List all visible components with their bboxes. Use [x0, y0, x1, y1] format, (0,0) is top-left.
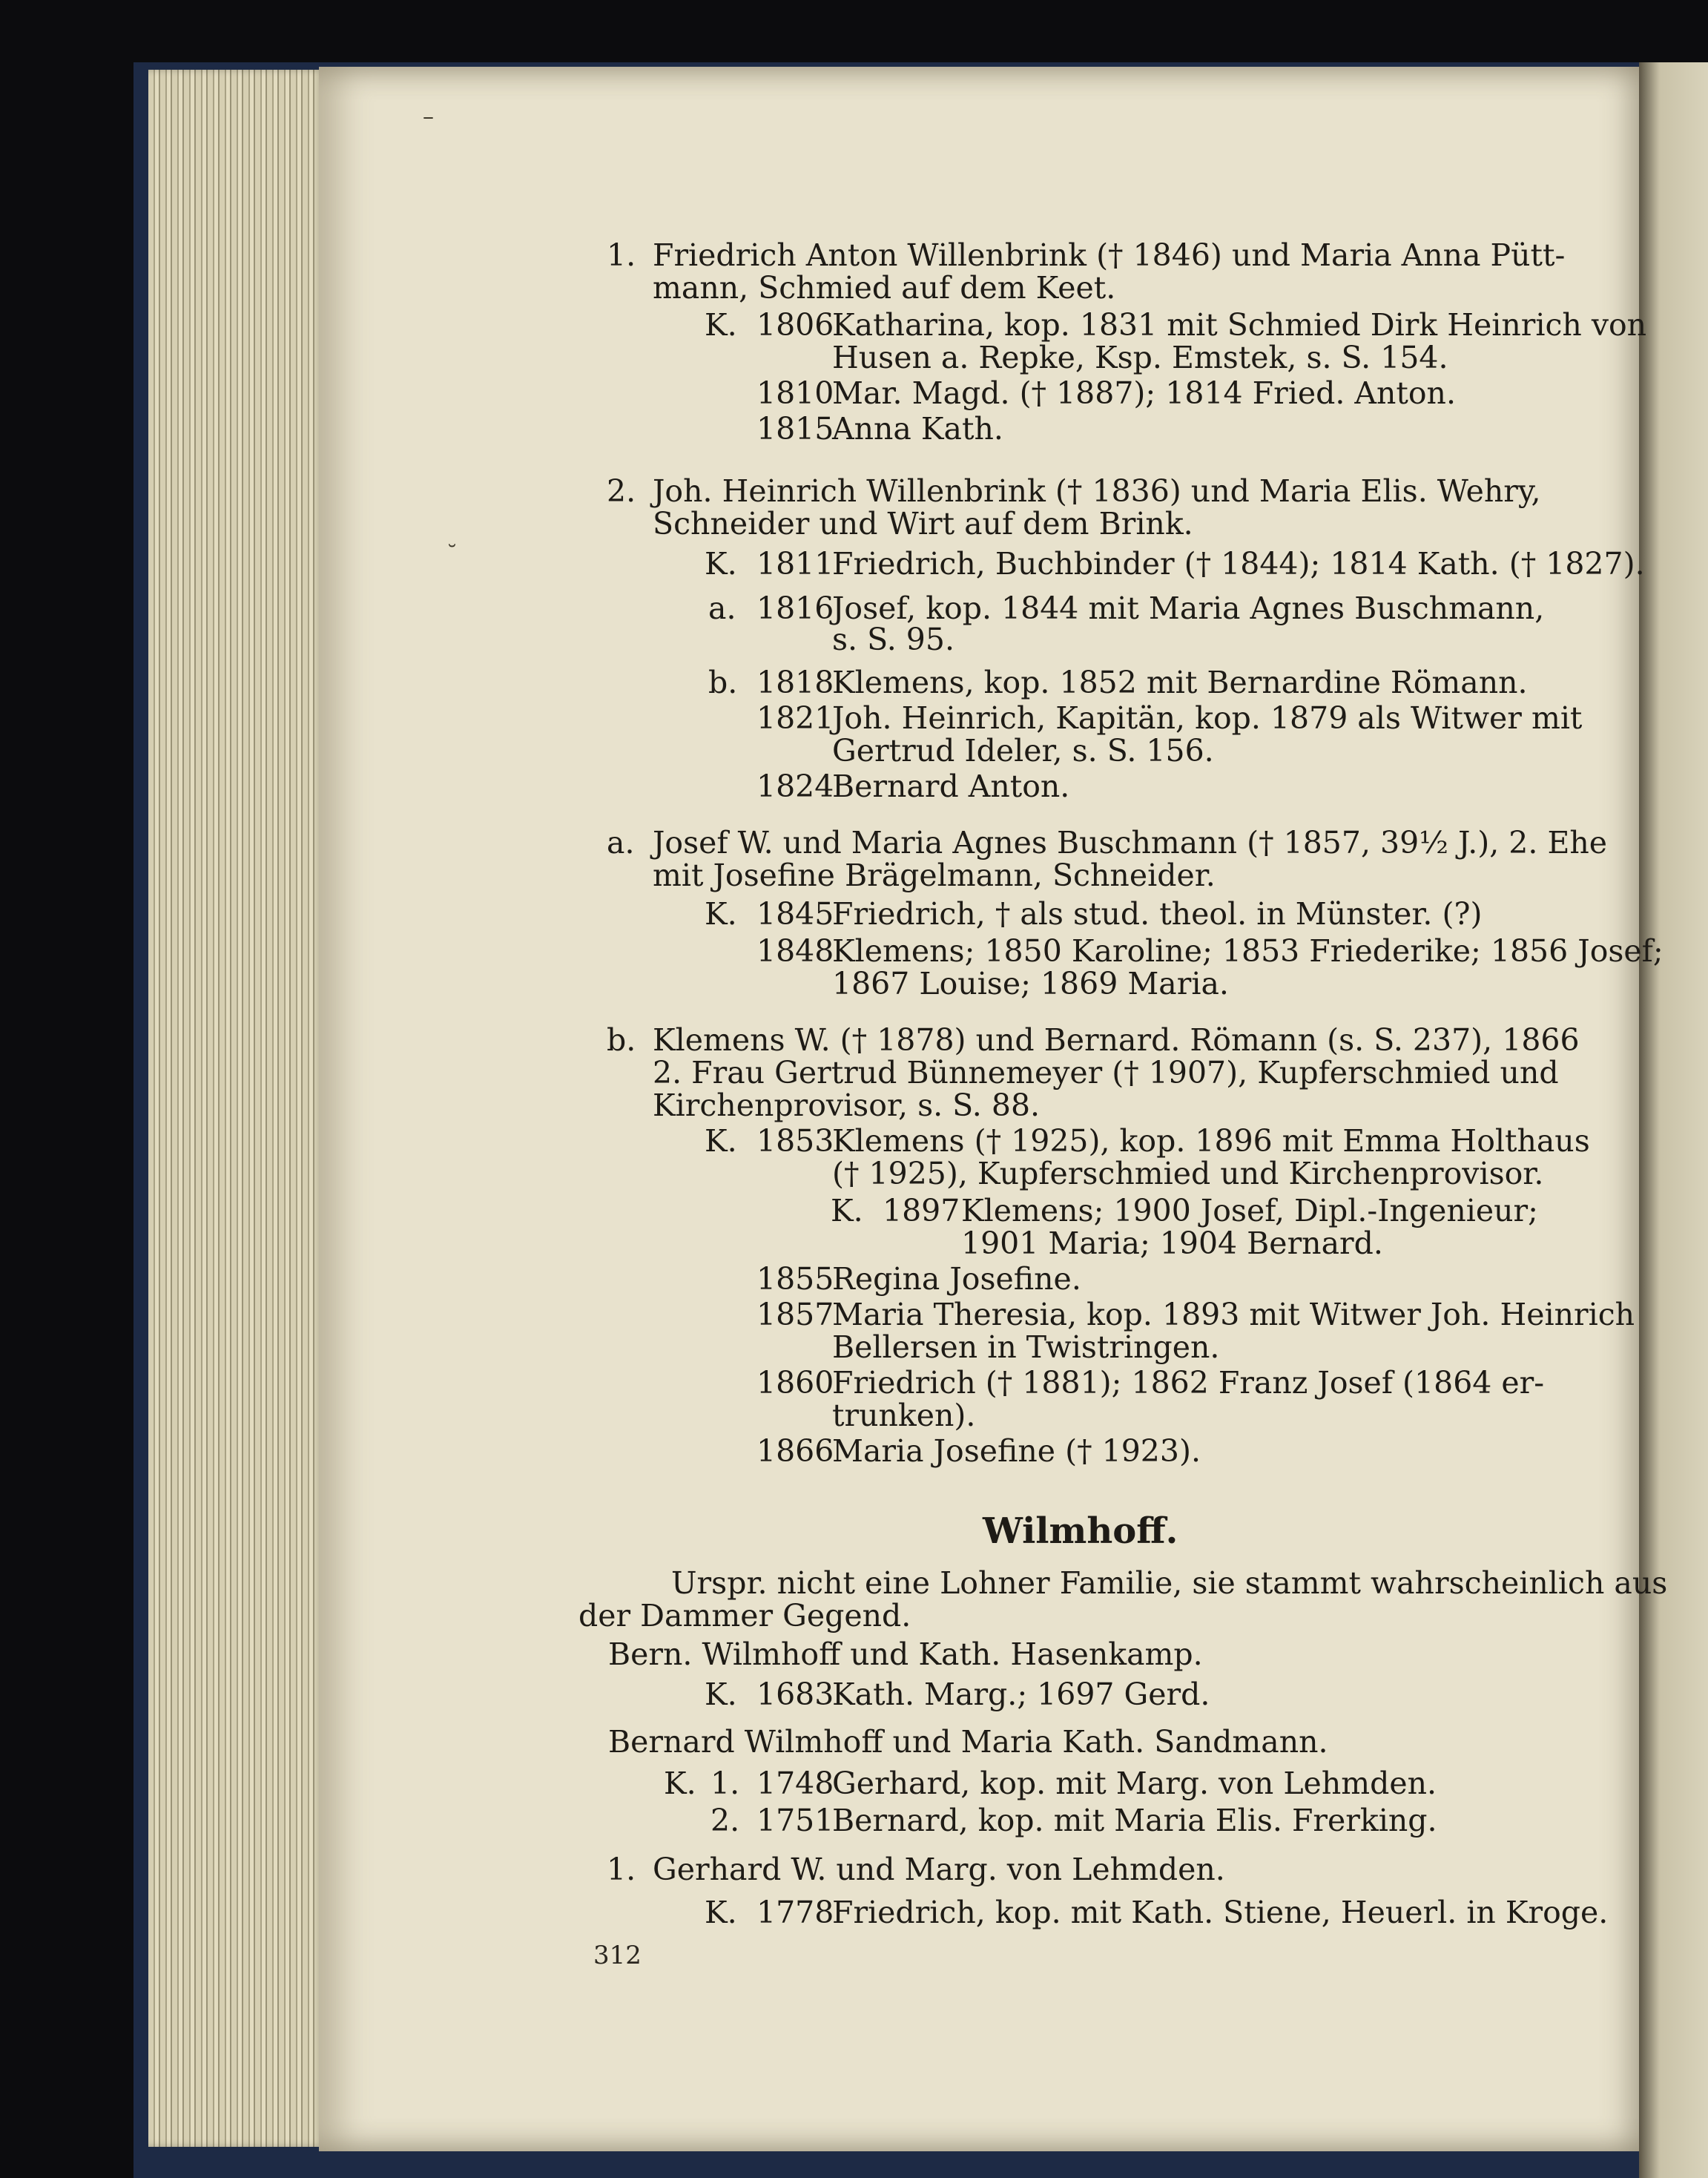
entry-heading: Gerhard W. und Marg. von Lehmden.: [653, 1852, 1225, 1887]
children-label: K.: [705, 307, 737, 343]
child-text: Bellersen in Twistringen.: [832, 1329, 1220, 1365]
children-label: K.: [664, 1766, 696, 1801]
child-text: Mar. Magd. († 1887); 1814 Fried. Anton.: [832, 375, 1457, 411]
entry-heading: Bern. Wilmhoff und Kath. Hasenkamp.: [608, 1636, 1203, 1672]
facing-page-edge: [1639, 62, 1708, 2178]
child-text: Maria Josefine († 1923).: [832, 1433, 1201, 1469]
entry-text: Kirchenprovisor, s. S. 88.: [653, 1088, 1041, 1123]
child-text: Klemens, kop. 1852 mit Bernardine Römann.: [832, 665, 1528, 700]
children-label: K.: [705, 1895, 737, 1930]
entry-text: mit Josefine Brägelmann, Schneider.: [653, 858, 1216, 893]
child-text: Friedrich, Buchbinder († 1844); 1814 Kath. († 1827).: [832, 546, 1645, 582]
children-label: K.: [705, 896, 737, 932]
birth-year: 1683: [756, 1677, 834, 1712]
birth-year: 1897: [883, 1193, 960, 1228]
entry-heading: Friedrich Anton Willenbrink († 1846) und Maria Anna Pütt-: [653, 237, 1566, 273]
page-number: 312: [593, 1941, 642, 1970]
birth-year: 1778: [756, 1895, 834, 1930]
entry-heading: Josef W. und Maria Agnes Buschmann († 1857, 39½ J.), 2. Ehe: [653, 825, 1608, 861]
entry-number: 2.: [607, 473, 636, 509]
marginal-mark-left: ˘: [446, 542, 458, 567]
entry-number: a.: [607, 825, 635, 861]
birth-year: 1848: [756, 933, 834, 969]
child-text: Kath. Marg.; 1697 Gerd.: [832, 1677, 1210, 1712]
paragraph: Urspr. nicht eine Lohner Familie, sie stammt wahrscheinlich aus: [671, 1565, 1668, 1601]
child-text: Klemens; 1850 Karoline; 1853 Friederike; 1856 Josef;: [832, 933, 1664, 969]
child-text: Bernard, kop. mit Maria Elis. Frerking.: [832, 1803, 1437, 1838]
child-text: Gertrud Ideler, s. S. 156.: [832, 733, 1214, 769]
child-text: Josef, kop. 1844 mit Maria Agnes Buschmann,: [832, 590, 1545, 626]
birth-year: 1857: [756, 1297, 834, 1332]
child-text: Friedrich, † als stud. theol. in Münster. (?): [832, 896, 1483, 932]
entry-text: mann, Schmied auf dem Keet.: [653, 270, 1116, 306]
child-letter: a.: [708, 590, 736, 626]
child-text: Gerhard, kop. mit Marg. von Lehmden.: [832, 1766, 1437, 1801]
marginal-mark-top: –: [423, 104, 434, 130]
child-text: Regina Josefine.: [832, 1261, 1081, 1297]
grandchildren-label: K.: [831, 1193, 863, 1228]
entry-text: 2. Frau Gertrud Bünnemeyer († 1907), Kupferschmied und: [653, 1055, 1559, 1090]
birth-year: 1815: [756, 411, 834, 447]
child-text: Maria Theresia, kop. 1893 mit Witwer Joh. Heinrich: [832, 1297, 1635, 1332]
child-text: Klemens; 1900 Josef, Dipl.-Ingenieur;: [961, 1193, 1538, 1228]
birth-year: 1845: [756, 896, 834, 932]
entry-number: b.: [607, 1022, 636, 1058]
entry-number: 1.: [607, 237, 636, 273]
birth-year: 1751: [756, 1803, 834, 1838]
paragraph: der Dammer Gegend.: [578, 1598, 911, 1634]
entry-text: Schneider und Wirt auf dem Brink.: [653, 506, 1193, 542]
birth-year: 1853: [756, 1123, 834, 1159]
birth-year: 1810: [756, 375, 834, 411]
birth-year: 1824: [756, 769, 834, 804]
child-number: 1.: [710, 1766, 740, 1801]
entry-heading: Klemens W. († 1878) und Bernard. Römann (s. S. 237), 1866: [653, 1022, 1580, 1058]
child-text: Joh. Heinrich, Kapitän, kop. 1879 als Witwer mit: [832, 700, 1583, 736]
children-label: K.: [705, 1123, 737, 1159]
child-text: Klemens († 1925), kop. 1896 mit Emma Holthaus: [832, 1123, 1590, 1159]
entry-number: 1.: [607, 1852, 636, 1887]
children-label: K.: [705, 546, 737, 582]
child-text: Friedrich, kop. mit Kath. Stiene, Heuerl. in Kroge.: [832, 1895, 1609, 1930]
birth-year: 1811: [756, 546, 834, 582]
children-label: K.: [705, 1677, 737, 1712]
child-text: Katharina, kop. 1831 mit Schmied Dirk Heinrich von: [832, 307, 1647, 343]
child-text: trunken).: [832, 1398, 976, 1433]
child-number: 2.: [710, 1803, 740, 1838]
birth-year: 1821: [756, 700, 834, 736]
child-text: Husen a. Repke, Ksp. Emstek, s. S. 154.: [832, 340, 1448, 375]
birth-year: 1818: [756, 665, 834, 700]
birth-year: 1806: [756, 307, 834, 343]
page-block-edges: [148, 70, 326, 2147]
birth-year: 1866: [756, 1433, 834, 1469]
child-text: Anna Kath.: [832, 411, 1003, 447]
child-letter: b.: [708, 665, 738, 700]
child-text: († 1925), Kupferschmied und Kirchenprovisor.: [832, 1156, 1544, 1191]
child-text: 1901 Maria; 1904 Bernard.: [961, 1225, 1383, 1261]
child-text: 1867 Louise; 1869 Maria.: [832, 966, 1229, 1001]
child-text: Bernard Anton.: [832, 769, 1070, 804]
child-text: s. S. 95.: [832, 622, 955, 657]
birth-year: 1748: [756, 1766, 834, 1801]
birth-year: 1860: [756, 1365, 834, 1401]
birth-year: 1855: [756, 1261, 834, 1297]
birth-year: 1816: [756, 590, 834, 626]
entry-heading: Joh. Heinrich Willenbrink († 1836) und Maria Elis. Wehry,: [653, 473, 1541, 509]
child-text: Friedrich († 1881); 1862 Franz Josef (1864 er-: [832, 1365, 1545, 1401]
section-title: Wilmhoff.: [983, 1510, 1178, 1552]
entry-heading: Bernard Wilmhoff und Maria Kath. Sandmann.: [608, 1724, 1328, 1760]
